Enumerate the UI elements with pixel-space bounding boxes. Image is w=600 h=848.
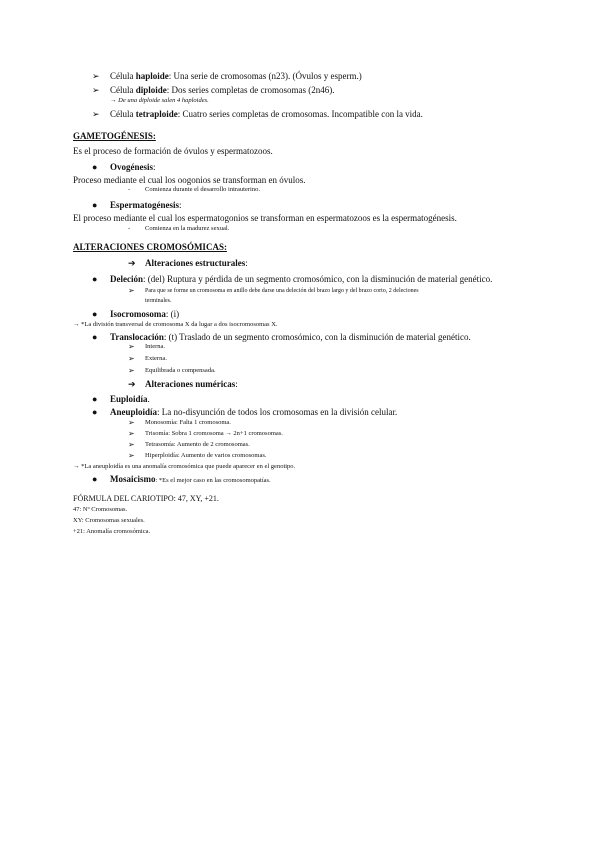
numericas-colon: : [235, 379, 238, 389]
bullet-icon: ● [92, 332, 98, 342]
diploide-text: : Dos series completas de cromosomas (2n46). [166, 85, 335, 95]
aneuploidia-line [110, 408, 397, 417]
tetraploide-term: tetraploide [135, 109, 178, 119]
arrowhead-bullet-icon: ➢ [128, 286, 135, 295]
arrowhead-bullet-icon: ➢ [128, 418, 135, 427]
formula-title: FÓRMULA DEL CARIOTIPO: 47, XY, +21. [73, 494, 219, 503]
tetraploide-text: : Cuatro series completas de cromosomas. Incompatible con la vida. [177, 109, 423, 119]
espermatogenesis-term: Espermatogénesis [110, 200, 179, 210]
diploide-note: → De una diploide salen 4 haploides. [110, 97, 209, 104]
bullet-icon: ● [92, 407, 98, 417]
translocacion-line [110, 333, 471, 342]
alteraciones-heading: ALTERACIONES CROMOSÓMICAS: [73, 242, 227, 252]
diploide-prefix: Célula [110, 85, 136, 95]
euploidia-text: . [147, 394, 150, 404]
delecion-term: Deleción [110, 274, 143, 284]
isocromosoma-note: → *La división transversal de cromosoma X da lugar a dos isocromosomas X. [73, 321, 278, 328]
formula-line: +21: Anomalía cromosómica. [73, 528, 151, 535]
isocromosoma-text: : (i) [165, 309, 180, 319]
delecion-sub-2: terminales. [145, 298, 172, 304]
espermatogenesis-text: El proceso mediante el cual los espermatogonios se transforman en espermatozoos es la espermatogénesis. [73, 213, 457, 223]
bullet-icon: ● [92, 274, 98, 284]
espermatogenesis-note: Comienza en la madurez sexual. [145, 225, 230, 232]
estructurales-colon: : [245, 258, 248, 268]
translocacion-sub-item: Interna. [145, 343, 166, 350]
mosaicismo-line [110, 475, 271, 485]
arrow-bullet-icon: ➔ [128, 379, 136, 389]
arrowhead-bullet-icon: ➢ [128, 366, 135, 375]
gametogenesis-definition: Es el proceso de formación de óvulos y espermatozoos. [73, 146, 273, 156]
ovogenesis-term: Ovogénesis [110, 162, 154, 172]
dash-bullet-icon: - [128, 225, 131, 232]
arrowhead-bullet-icon: ➢ [128, 440, 135, 449]
numericas-line [145, 380, 238, 389]
isocromosoma-term: Isocromosoma [110, 309, 166, 319]
ovogenesis-note: Comienza durante el desarrollo intrauterino. [145, 186, 260, 193]
numericas-title: Alteraciones numéricas [145, 379, 236, 389]
arrowhead-bullet-icon: ➢ [128, 342, 135, 351]
ovogenesis-text: Proceso mediante el cual los oogonios se transforman en óvulos. [73, 175, 306, 185]
bullet-icon: ● [92, 162, 98, 172]
translocacion-sub-item: Equilibrada o compensada. [145, 367, 216, 374]
translocacion-text: : (t) Traslado de un segmento cromosómico, con la disminución de material genético. [163, 332, 471, 342]
aneuploidia-sub-item: Tetrasomía: Aumento de 2 cromosomas. [145, 441, 250, 448]
arrowhead-bullet-icon: ➢ [92, 85, 100, 95]
bullet-icon: ● [92, 474, 98, 484]
tetraploide-prefix: Célula [110, 109, 136, 119]
ovogenesis-colon: : [153, 162, 156, 172]
aneuploidia-text: : La no-disyunción de todos los cromosomas en la división celular. [157, 407, 398, 417]
estructurales-title: Alteraciones estructurales [145, 258, 246, 268]
delecion-text: : (del) Ruptura y pérdida de un segmento cromosómico, con la disminución de material genético. [143, 274, 493, 284]
aneuploidia-sub-item: Trisomía: Sobra 1 cromosoma → 2n+1 cromosomas. [145, 430, 283, 437]
gametogenesis-heading: GAMETOGÉNESIS: [73, 131, 156, 141]
espermatogenesis-colon: : [179, 200, 182, 210]
translocacion-term: Translocación [110, 332, 164, 342]
arrowhead-bullet-icon: ➢ [128, 354, 135, 363]
arrow-bullet-icon: ➔ [128, 258, 136, 268]
bullet-icon: ● [92, 200, 98, 210]
mosaicismo-text: : *Es el mejor caso en las cromosomopatías. [155, 477, 271, 484]
aneuploidia-sub-item: Hiperploidía: Aumento de varios cromosomas. [145, 452, 267, 459]
delecion-sub-1: Para que se forme un cromosoma en anillo debe darse una deleción del brazo largo y del brazo corto, 2 deleciones [145, 288, 419, 294]
arrowhead-bullet-icon: ➢ [92, 109, 100, 119]
euploidia-term: Euploidía [110, 394, 148, 404]
translocacion-sub-item: Externa. [145, 355, 167, 362]
formula-line: 47: Nº Cromosomas. [73, 506, 128, 513]
arrowhead-bullet-icon: ➢ [92, 71, 100, 81]
haploide-line [110, 72, 362, 81]
euploidia-line [110, 395, 150, 404]
tetraploide-line [110, 110, 423, 119]
mosaicismo-term: Mosaicismo [110, 474, 156, 484]
espermatogenesis-line [110, 201, 182, 210]
haploide-term: haploide [135, 71, 169, 81]
estructurales-line [145, 259, 248, 268]
delecion-line [110, 275, 492, 284]
bullet-icon: ● [92, 309, 98, 319]
aneuploidia-note: → *La aneuploidía es una anomalía cromosómica que puede aparecer en el genotipo. [73, 463, 296, 470]
dash-bullet-icon: - [128, 186, 131, 193]
diploide-line [110, 86, 334, 95]
aneuploidia-term: Aneuploidía [110, 407, 158, 417]
ovogenesis-line [110, 163, 156, 172]
isocromosoma-line [110, 310, 179, 319]
aneuploidia-sub-item: Monosomía: Falta 1 cromosoma. [145, 419, 231, 426]
arrowhead-bullet-icon: ➢ [128, 429, 135, 438]
diploide-term: diploide [135, 85, 167, 95]
bullet-icon: ● [92, 394, 98, 404]
arrowhead-bullet-icon: ➢ [128, 451, 135, 460]
haploide-prefix: Célula [110, 71, 136, 81]
formula-line: XY: Cromosomas sexuales. [73, 517, 145, 524]
haploide-text: : Una serie de cromosomas (n23). (Óvulos y esperm.) [168, 71, 362, 81]
